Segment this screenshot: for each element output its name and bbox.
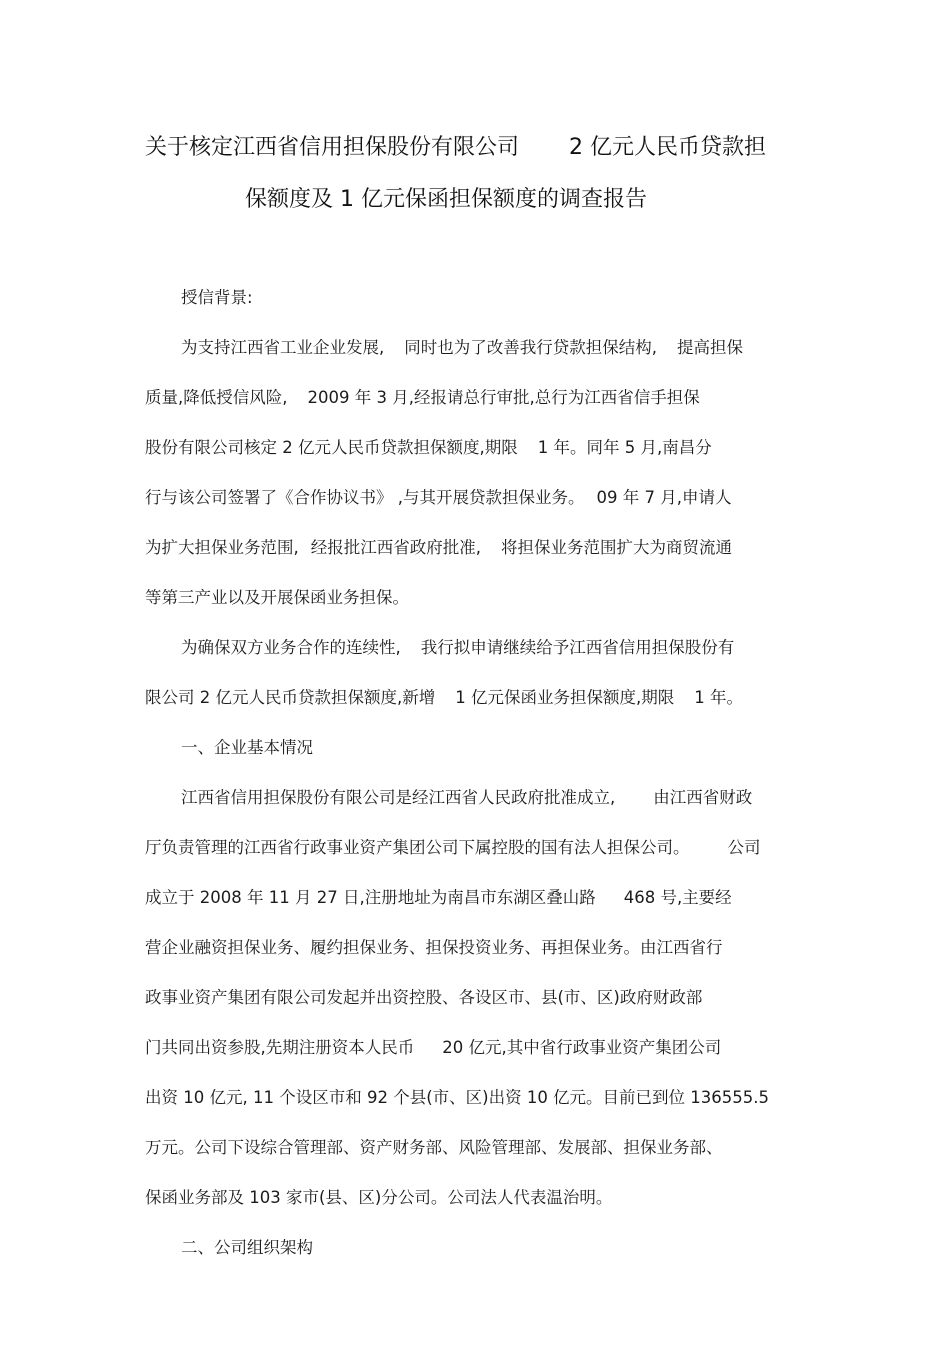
paragraph-line <box>145 534 732 558</box>
section-heading-org-structure: 二、公司组织架构 <box>181 1238 313 1257</box>
paragraph-line: 政事业资产集团有限公司发起并出资控股、各设区市、县(市、区)政府财政部 <box>145 988 703 1007</box>
text-segment: 2009 年 3 月,经报请总行审批,总行为江西省信手担保 <box>307 388 700 407</box>
paragraph-line <box>181 784 752 808</box>
text-segment: 同时也为了改善我行贷款担保结构, <box>404 338 657 357</box>
text-segment: 由江西省财政 <box>653 788 753 807</box>
text-segment: 厅负责管理的江西省行政事业资产集团公司下属控股的国有法人担保公司。 <box>145 838 690 857</box>
text-segment: 为扩大担保业务范围, <box>145 538 299 557</box>
text-segment: 1 亿元保函业务担保额度,期限 <box>455 688 675 707</box>
text-segment: 20 亿元,其中省行政事业资产集团公司 <box>442 1038 722 1057</box>
text-segment: 09 年 7 月,申请人 <box>596 488 732 507</box>
report-title-line-1 <box>145 130 766 161</box>
paragraph-line <box>145 884 732 908</box>
paragraph-line <box>145 834 761 858</box>
text-segment: 1 年。 <box>694 688 743 707</box>
text-segment: 限公司 2 亿元人民币贷款担保额度,新增 <box>145 688 436 707</box>
report-title-line-2: 保额度及 1 亿元保函担保额度的调查报告 <box>245 187 647 212</box>
text-segment: 质量,降低授信风险, <box>145 388 288 407</box>
text-segment: 公司 <box>727 838 761 857</box>
paragraph-line: 营企业融资担保业务、履约担保业务、担保投资业务、再担保业务。由江西省行 <box>145 938 723 957</box>
paragraph-line <box>145 1034 721 1058</box>
paragraph-line <box>145 484 731 508</box>
text-segment: 门共同出资参股,先期注册资本人民币 <box>145 1038 415 1057</box>
text-segment: 经报批江西省政府批准, <box>310 538 481 557</box>
text-segment: 提高担保 <box>677 338 743 357</box>
paragraph-line <box>181 334 743 358</box>
paragraph-line <box>145 684 743 708</box>
paragraph-line <box>181 634 734 658</box>
text-segment: 为确保双方业务合作的连续性, <box>181 638 401 657</box>
text-segment: 468 号,主要经 <box>623 888 732 907</box>
text-segment: 我行拟申请继续给予江西省信用担保股份有 <box>420 638 735 657</box>
text-segment: 江西省信用担保股份有限公司是经江西省人民政府批准成立, <box>181 788 616 807</box>
text-segment: 行与该公司签署了《合作协议书》 ,与其开展贷款担保业务。 <box>145 488 585 507</box>
section-label-credit-background: 授信背景: <box>181 288 253 307</box>
text-segment: 股份有限公司核定 2 亿元人民币贷款担保额度,期限 <box>145 438 518 457</box>
paragraph-line <box>145 384 700 408</box>
paragraph-line: 保函业务部及 103 家市(县、区)分公司。公司法人代表温治明。 <box>145 1188 613 1207</box>
title-part-2: 2 亿元人民币贷款担 <box>569 135 767 160</box>
title-part-1: 关于核定江西省信用担保股份有限公司 <box>145 135 520 160</box>
paragraph-line: 万元。公司下设综合管理部、资产财务部、风险管理部、发展部、担保业务部、 <box>145 1138 723 1157</box>
text-segment: 1 年。同年 5 月,南昌分 <box>537 438 712 457</box>
text-segment: 将担保业务范围扩大为商贸流通 <box>501 538 732 557</box>
section-heading-enterprise-info: 一、企业基本情况 <box>181 738 313 757</box>
text-segment: 成立于 2008 年 11 月 27 日,注册地址为南昌市东湖区叠山路 <box>145 888 596 907</box>
text-segment: 为支持江西省工业企业发展, <box>181 338 385 357</box>
paragraph-line: 等第三产业以及开展保函业务担保。 <box>145 588 409 607</box>
paragraph-line <box>145 434 712 458</box>
paragraph-line: 出资 10 亿元, 11 个设区市和 92 个县(市、区)出资 10 亿元。目前已到位 136555.5 <box>145 1088 770 1107</box>
